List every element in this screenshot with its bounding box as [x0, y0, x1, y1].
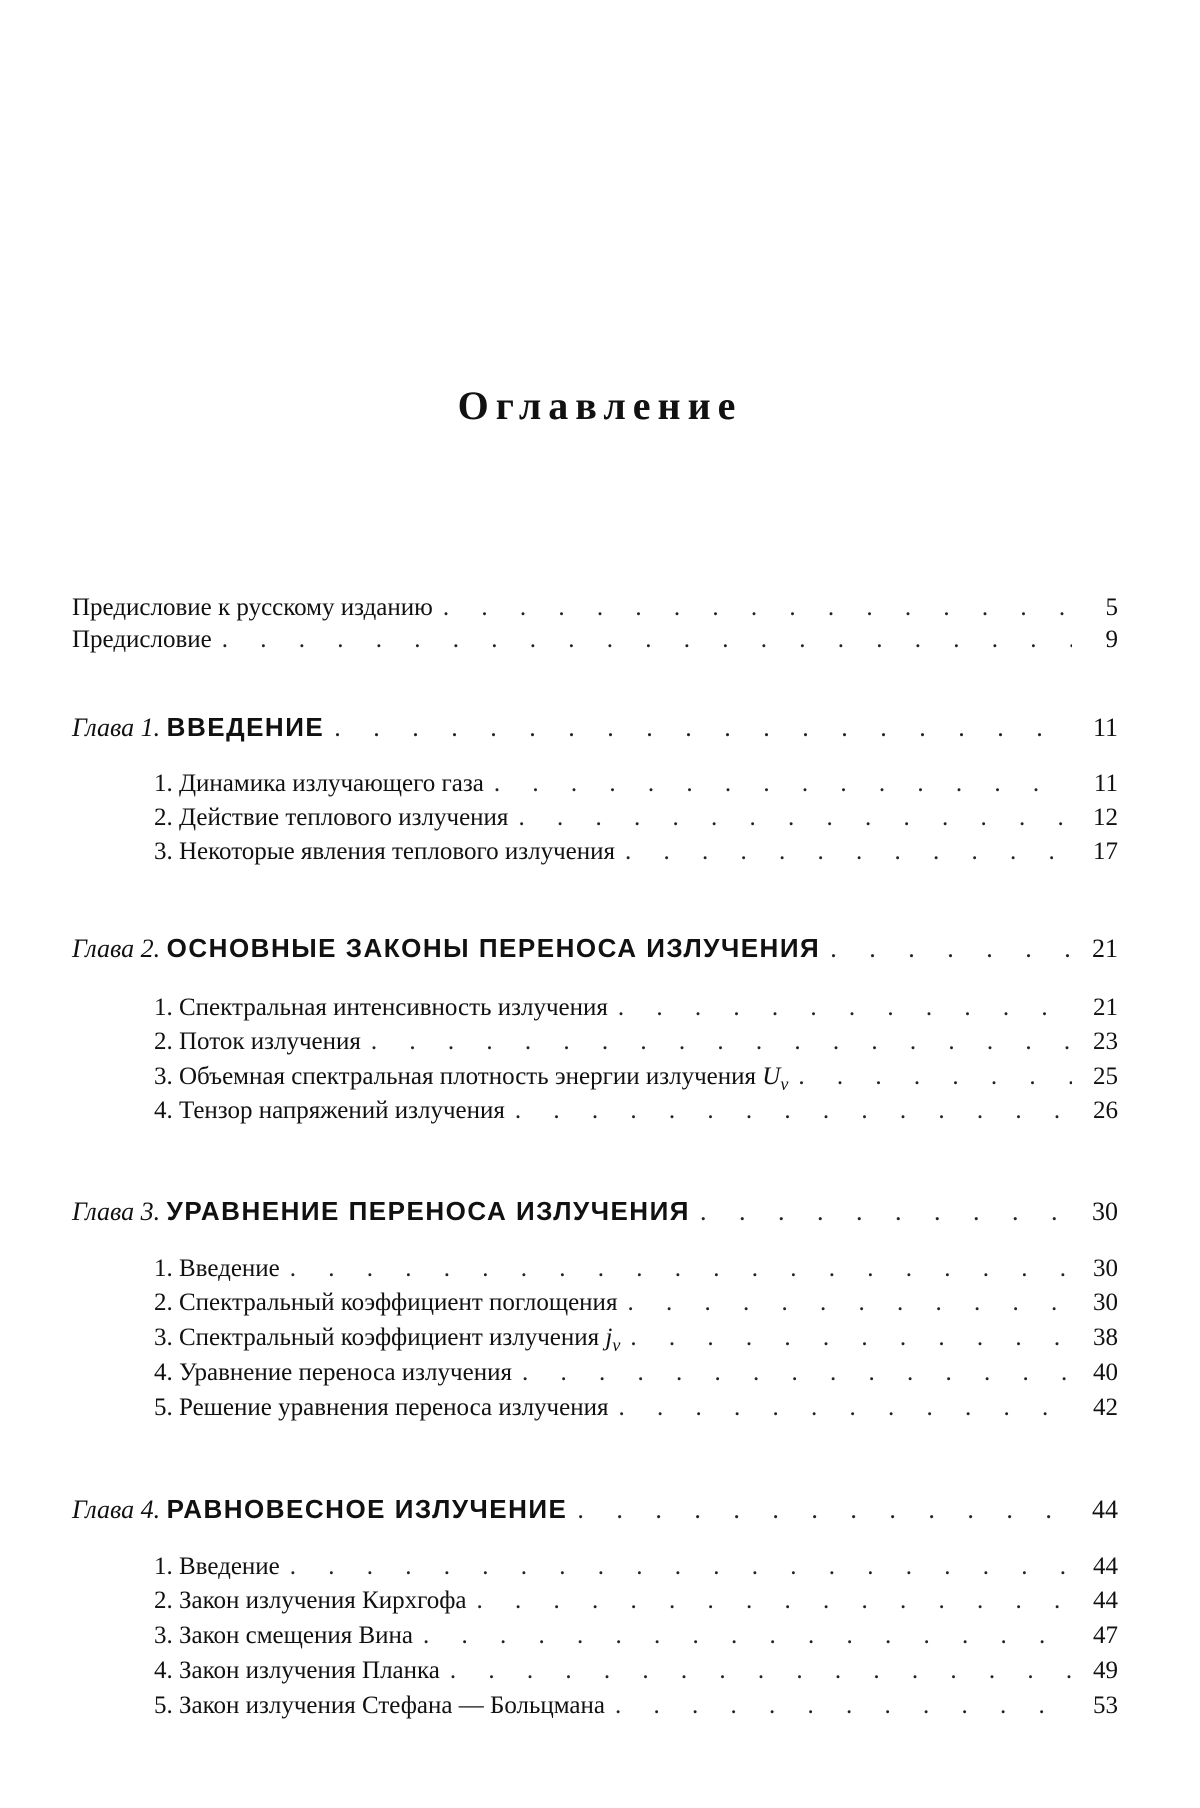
toc-section[interactable] — [72, 1026, 1118, 1058]
toc-entry-page: 21 — [1092, 934, 1118, 963]
dot-leader — [625, 836, 1072, 868]
toc-section[interactable] — [72, 1287, 1118, 1319]
dot-leader — [334, 712, 1072, 744]
toc-entry-page: 23 — [1093, 1028, 1118, 1055]
dot-leader — [290, 1551, 1072, 1583]
dot-leader — [618, 992, 1072, 1024]
math-symbol: U — [762, 1063, 781, 1090]
toc-entry-page: 49 — [1093, 1657, 1118, 1684]
dot-leader — [577, 1494, 1072, 1526]
toc-entry-page: 11 — [1093, 770, 1118, 797]
toc-chapter-1[interactable] — [72, 711, 1118, 744]
toc-entry-page: 12 — [1093, 804, 1118, 831]
toc-entry-text: 2. Спектральный коэффициент поглощения — [154, 1289, 618, 1316]
toc-entry-text: 5. Закон излучения Стефана — Больцмана — [154, 1692, 605, 1719]
dot-leader — [700, 1196, 1072, 1228]
toc-entry-page: 40 — [1093, 1359, 1118, 1386]
toc-entry-page: 44 — [1093, 1553, 1118, 1580]
toc-entry-text: 1. Спектральная интенсивность излучения — [154, 994, 608, 1021]
dot-leader — [518, 802, 1072, 834]
dot-leader — [290, 1253, 1072, 1285]
toc-section[interactable] — [72, 1585, 1118, 1617]
chapter-title: УРАВНЕНИЕ ПЕРЕНОСА ИЗЛУЧЕНИЯ — [166, 1196, 690, 1226]
toc-section[interactable] — [72, 836, 1118, 868]
toc-entry-page: 44 — [1093, 1587, 1118, 1614]
toc-section[interactable] — [72, 1322, 1118, 1355]
toc-entry-text: 4. Закон излучения Планка — [154, 1657, 440, 1684]
toc-section[interactable] — [72, 992, 1118, 1024]
page-title: Оглавление — [457, 383, 743, 428]
toc-entry-text: Предисловие — [72, 626, 212, 653]
toc-entry-page: 30 — [1092, 1197, 1118, 1226]
toc-entry-page: 21 — [1093, 994, 1118, 1021]
toc-entry-text: 2. Поток излучения — [154, 1028, 361, 1055]
dot-leader — [630, 1322, 1072, 1354]
toc-chapter-3[interactable] — [72, 1195, 1118, 1228]
toc-entry-text: 1. Введение — [154, 1553, 280, 1580]
toc-section[interactable] — [72, 1253, 1118, 1285]
toc-section[interactable] — [72, 802, 1118, 834]
toc-entry-preface[interactable] — [72, 624, 1118, 656]
toc-entry-page: 17 — [1093, 838, 1118, 865]
toc-entry-text: 2. Действие теплового излучения — [154, 804, 509, 831]
toc-section[interactable] — [72, 1690, 1118, 1722]
dot-leader — [798, 1061, 1072, 1093]
chapter-title: ОСНОВНЫЕ ЗАКОНЫ ПЕРЕНОСА ИЗЛУЧЕНИЯ — [166, 933, 821, 963]
math-subscript: ν — [780, 1074, 789, 1094]
toc-chapter-4[interactable] — [72, 1493, 1118, 1526]
math-symbol: j — [605, 1324, 613, 1351]
dot-leader — [371, 1026, 1072, 1058]
toc-entry-text: 5. Решение уравнения переноса излучения — [154, 1394, 609, 1421]
toc-section[interactable] — [72, 1357, 1118, 1389]
toc-entry-page: 11 — [1092, 713, 1118, 742]
chapter-prefix: Глава 2. — [72, 934, 161, 963]
dot-leader — [494, 768, 1072, 800]
toc-section[interactable] — [72, 1620, 1118, 1652]
toc-entry-page: 9 — [1105, 626, 1118, 653]
chapter-prefix: Глава 1. — [72, 713, 161, 742]
toc-entry-page: 47 — [1093, 1622, 1118, 1649]
toc-entry-text: 1. Введение — [154, 1255, 280, 1282]
toc-chapter-2[interactable] — [72, 932, 1118, 965]
dot-leader — [477, 1585, 1072, 1617]
toc-entry-text: 3. Объемная спектральная плотность энергии излучения — [154, 1063, 757, 1090]
toc-entry-page: 25 — [1093, 1063, 1118, 1090]
dot-leader — [615, 1690, 1072, 1722]
toc-section[interactable] — [72, 1655, 1118, 1687]
toc-entry-text: 4. Уравнение переноса излучения — [154, 1359, 512, 1386]
dot-leader — [222, 624, 1072, 656]
toc-entry-page: 26 — [1093, 1097, 1118, 1124]
toc-entry-page: 30 — [1093, 1255, 1118, 1282]
toc-entry-text: 4. Тензор напряжений излучения — [154, 1097, 505, 1124]
dot-leader — [423, 1620, 1072, 1652]
dot-leader — [830, 933, 1072, 965]
toc-entry-page: 5 — [1105, 594, 1118, 621]
toc-entry-text: 1. Динамика излучающего газа — [154, 770, 484, 797]
toc-section[interactable] — [72, 768, 1118, 800]
toc-entry-page: 42 — [1093, 1394, 1118, 1421]
math-subscript: ν — [612, 1335, 621, 1355]
dot-leader — [618, 1392, 1072, 1424]
toc-entry-page: 44 — [1092, 1495, 1118, 1524]
toc-entry-page: 38 — [1093, 1324, 1118, 1351]
toc-entry-text: 3. Спектральный коэффициент излучения — [154, 1324, 600, 1351]
toc-section[interactable] — [72, 1095, 1118, 1127]
toc-entry-text: 3. Некоторые явления теплового излучения — [154, 838, 616, 865]
chapter-title: ВВЕДЕНИЕ — [166, 712, 325, 742]
toc-section[interactable] — [72, 1392, 1118, 1424]
dot-leader — [450, 1655, 1072, 1687]
toc-entry-preface-russian[interactable] — [72, 592, 1118, 624]
dot-leader — [515, 1095, 1072, 1127]
toc-section[interactable] — [72, 1061, 1118, 1094]
chapter-title: РАВНОВЕСНОЕ ИЗЛУЧЕНИЕ — [166, 1494, 568, 1524]
toc-entry-text: 3. Закон смещения Вина — [154, 1622, 414, 1649]
toc-entry-text: 2. Закон излучения Кирхгофа — [154, 1587, 467, 1614]
chapter-prefix: Глава 3. — [72, 1197, 161, 1226]
chapter-prefix: Глава 4. — [72, 1495, 161, 1524]
dot-leader — [443, 592, 1072, 624]
toc-entry-page: 53 — [1093, 1692, 1118, 1719]
dot-leader — [627, 1287, 1072, 1319]
dot-leader — [522, 1357, 1072, 1389]
toc-section[interactable] — [72, 1551, 1118, 1583]
toc-entry-page: 30 — [1093, 1289, 1118, 1316]
toc-entry-text: Предисловие к русскому изданию — [72, 594, 433, 621]
